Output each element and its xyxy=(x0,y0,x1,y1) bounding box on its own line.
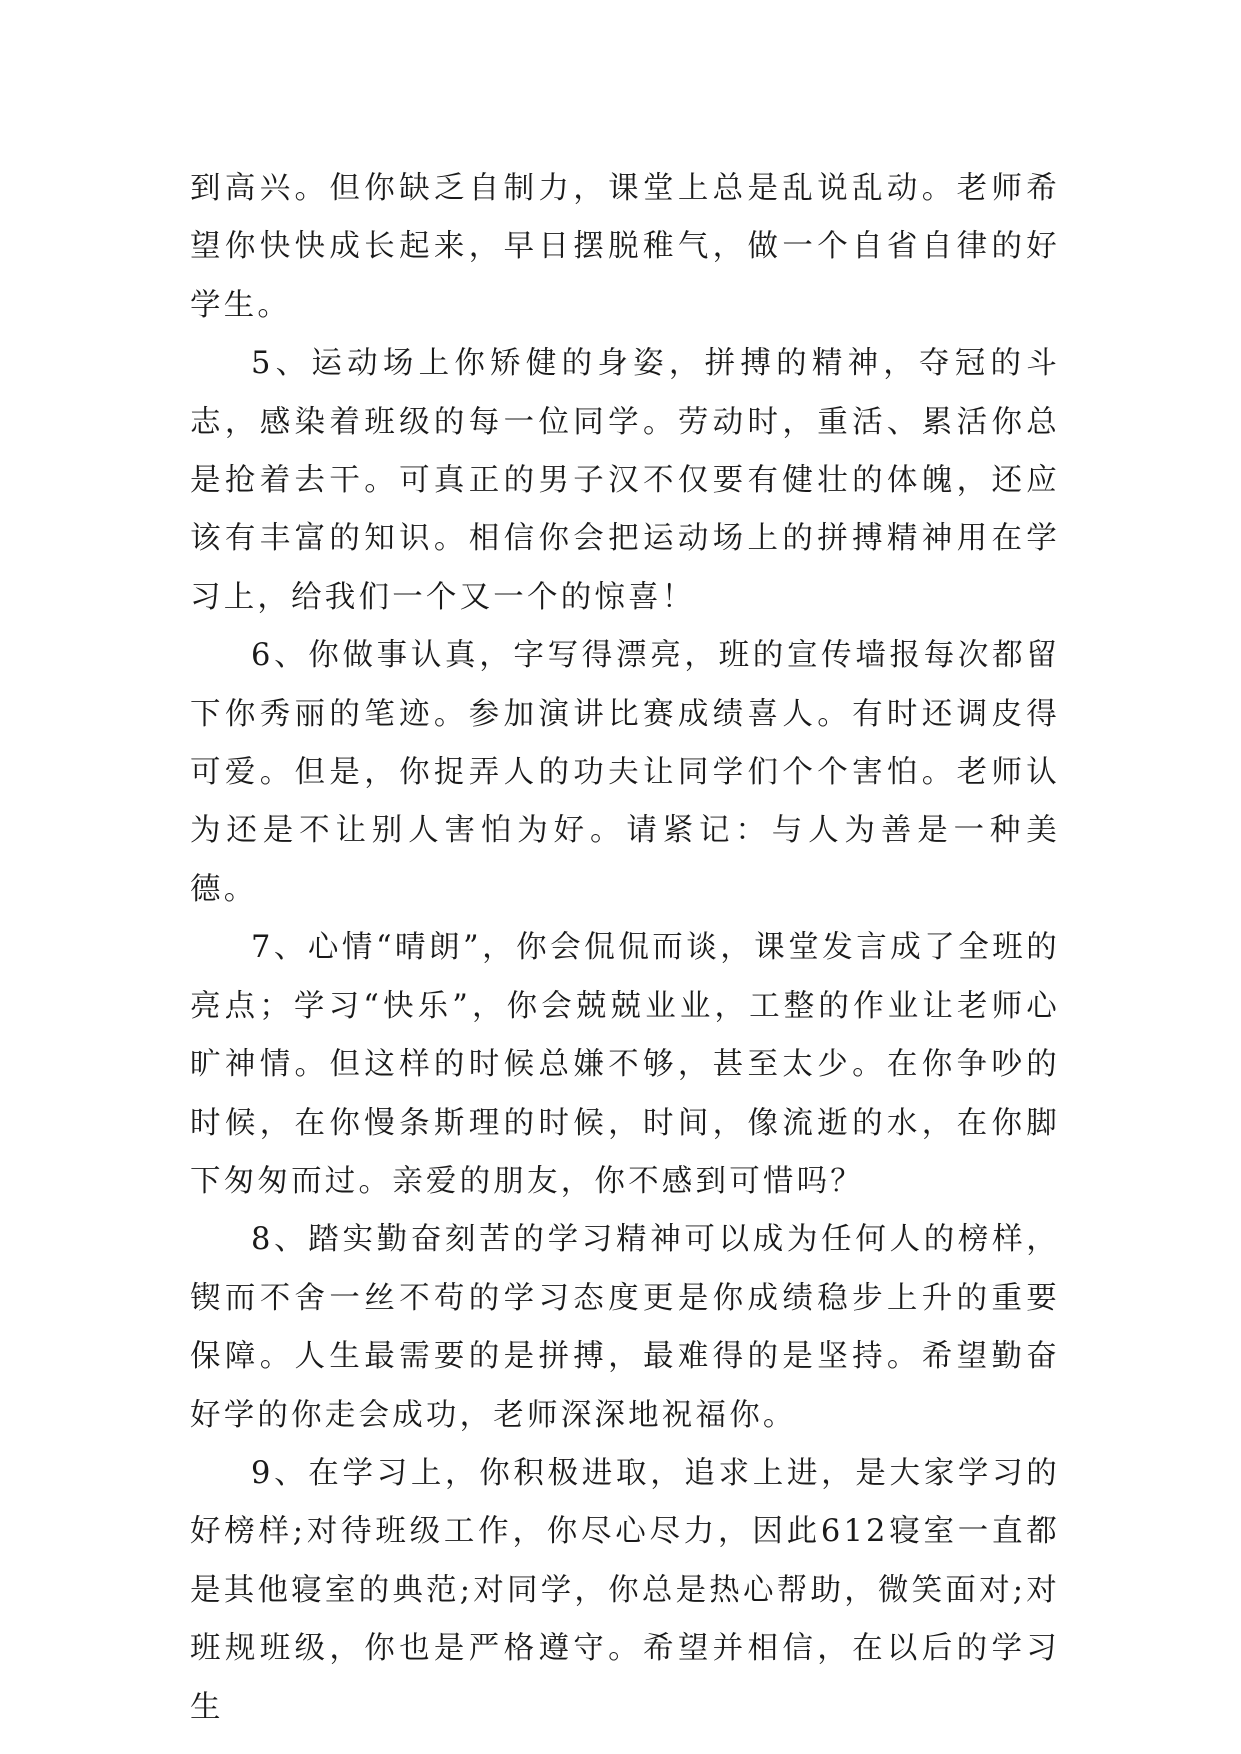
paragraph-3: 6、你做事认真，字写得漂亮，班的宣传墙报每次都留下你秀丽的笔迹。参加演讲比赛成绩喜人。有时还调皮得可爱。但是，你捉弄人的功夫让同学们个个害怕。老师认为还是不让别人害怕为好。请紧记：与人为善是一种美德。 xyxy=(190,638,1060,907)
paragraph-4: 7、心情“晴朗”，你会侃侃而谈，课堂发言成了全班的亮点；学习“快乐”，你会兢兢业业，工整的作业让老师心旷神情。但这样的时候总嫌不够，甚至太少。在你争吵的时候，在你慢条斯理的时候，时间，像流逝的水，在你脚下匆匆而过。亲爱的朋友，你不感到可惜吗？ xyxy=(190,930,1060,1199)
paragraph-6: 9、在学习上，你积极进取，追求上进，是大家学习的好榜样;对待班级工作，你尽心尽力，因此612寝室一直都是其他寝室的典范;对同学，你总是热心帮助，微笑面对;对班规班级，你也是严格遵守。希望并相信，在以后的学习生 xyxy=(190,1455,1060,1725)
document-body xyxy=(190,160,1060,1737)
paragraph-5: 8、踏实勤奋刻苦的学习精神可以成为任何人的榜样，锲而不舍一丝不苟的学习态度更是你成绩稳步上升的重要保障。人生最需要的是拼搏，最难得的是坚持。希望勤奋好学的你走会成功，老师深深地祝福你。 xyxy=(190,1222,1060,1433)
paragraph-1: 到高兴。但你缺乏自制力，课堂上总是乱说乱动。老师希望你快快成长起来，早日摆脱稚气，做一个自省自律的好学生。 xyxy=(190,171,1060,323)
paragraph-2: 5、运动场上你矫健的身姿，拼搏的精神，夺冠的斗志，感染着班级的每一位同学。劳动时，重活、累活你总是抢着去干。可真正的男子汉不仅要有健壮的体魄，还应该有丰富的知识。相信你会把运动场上的拼搏精神用在学习上，给我们一个又一个的惊喜！ xyxy=(190,346,1060,615)
